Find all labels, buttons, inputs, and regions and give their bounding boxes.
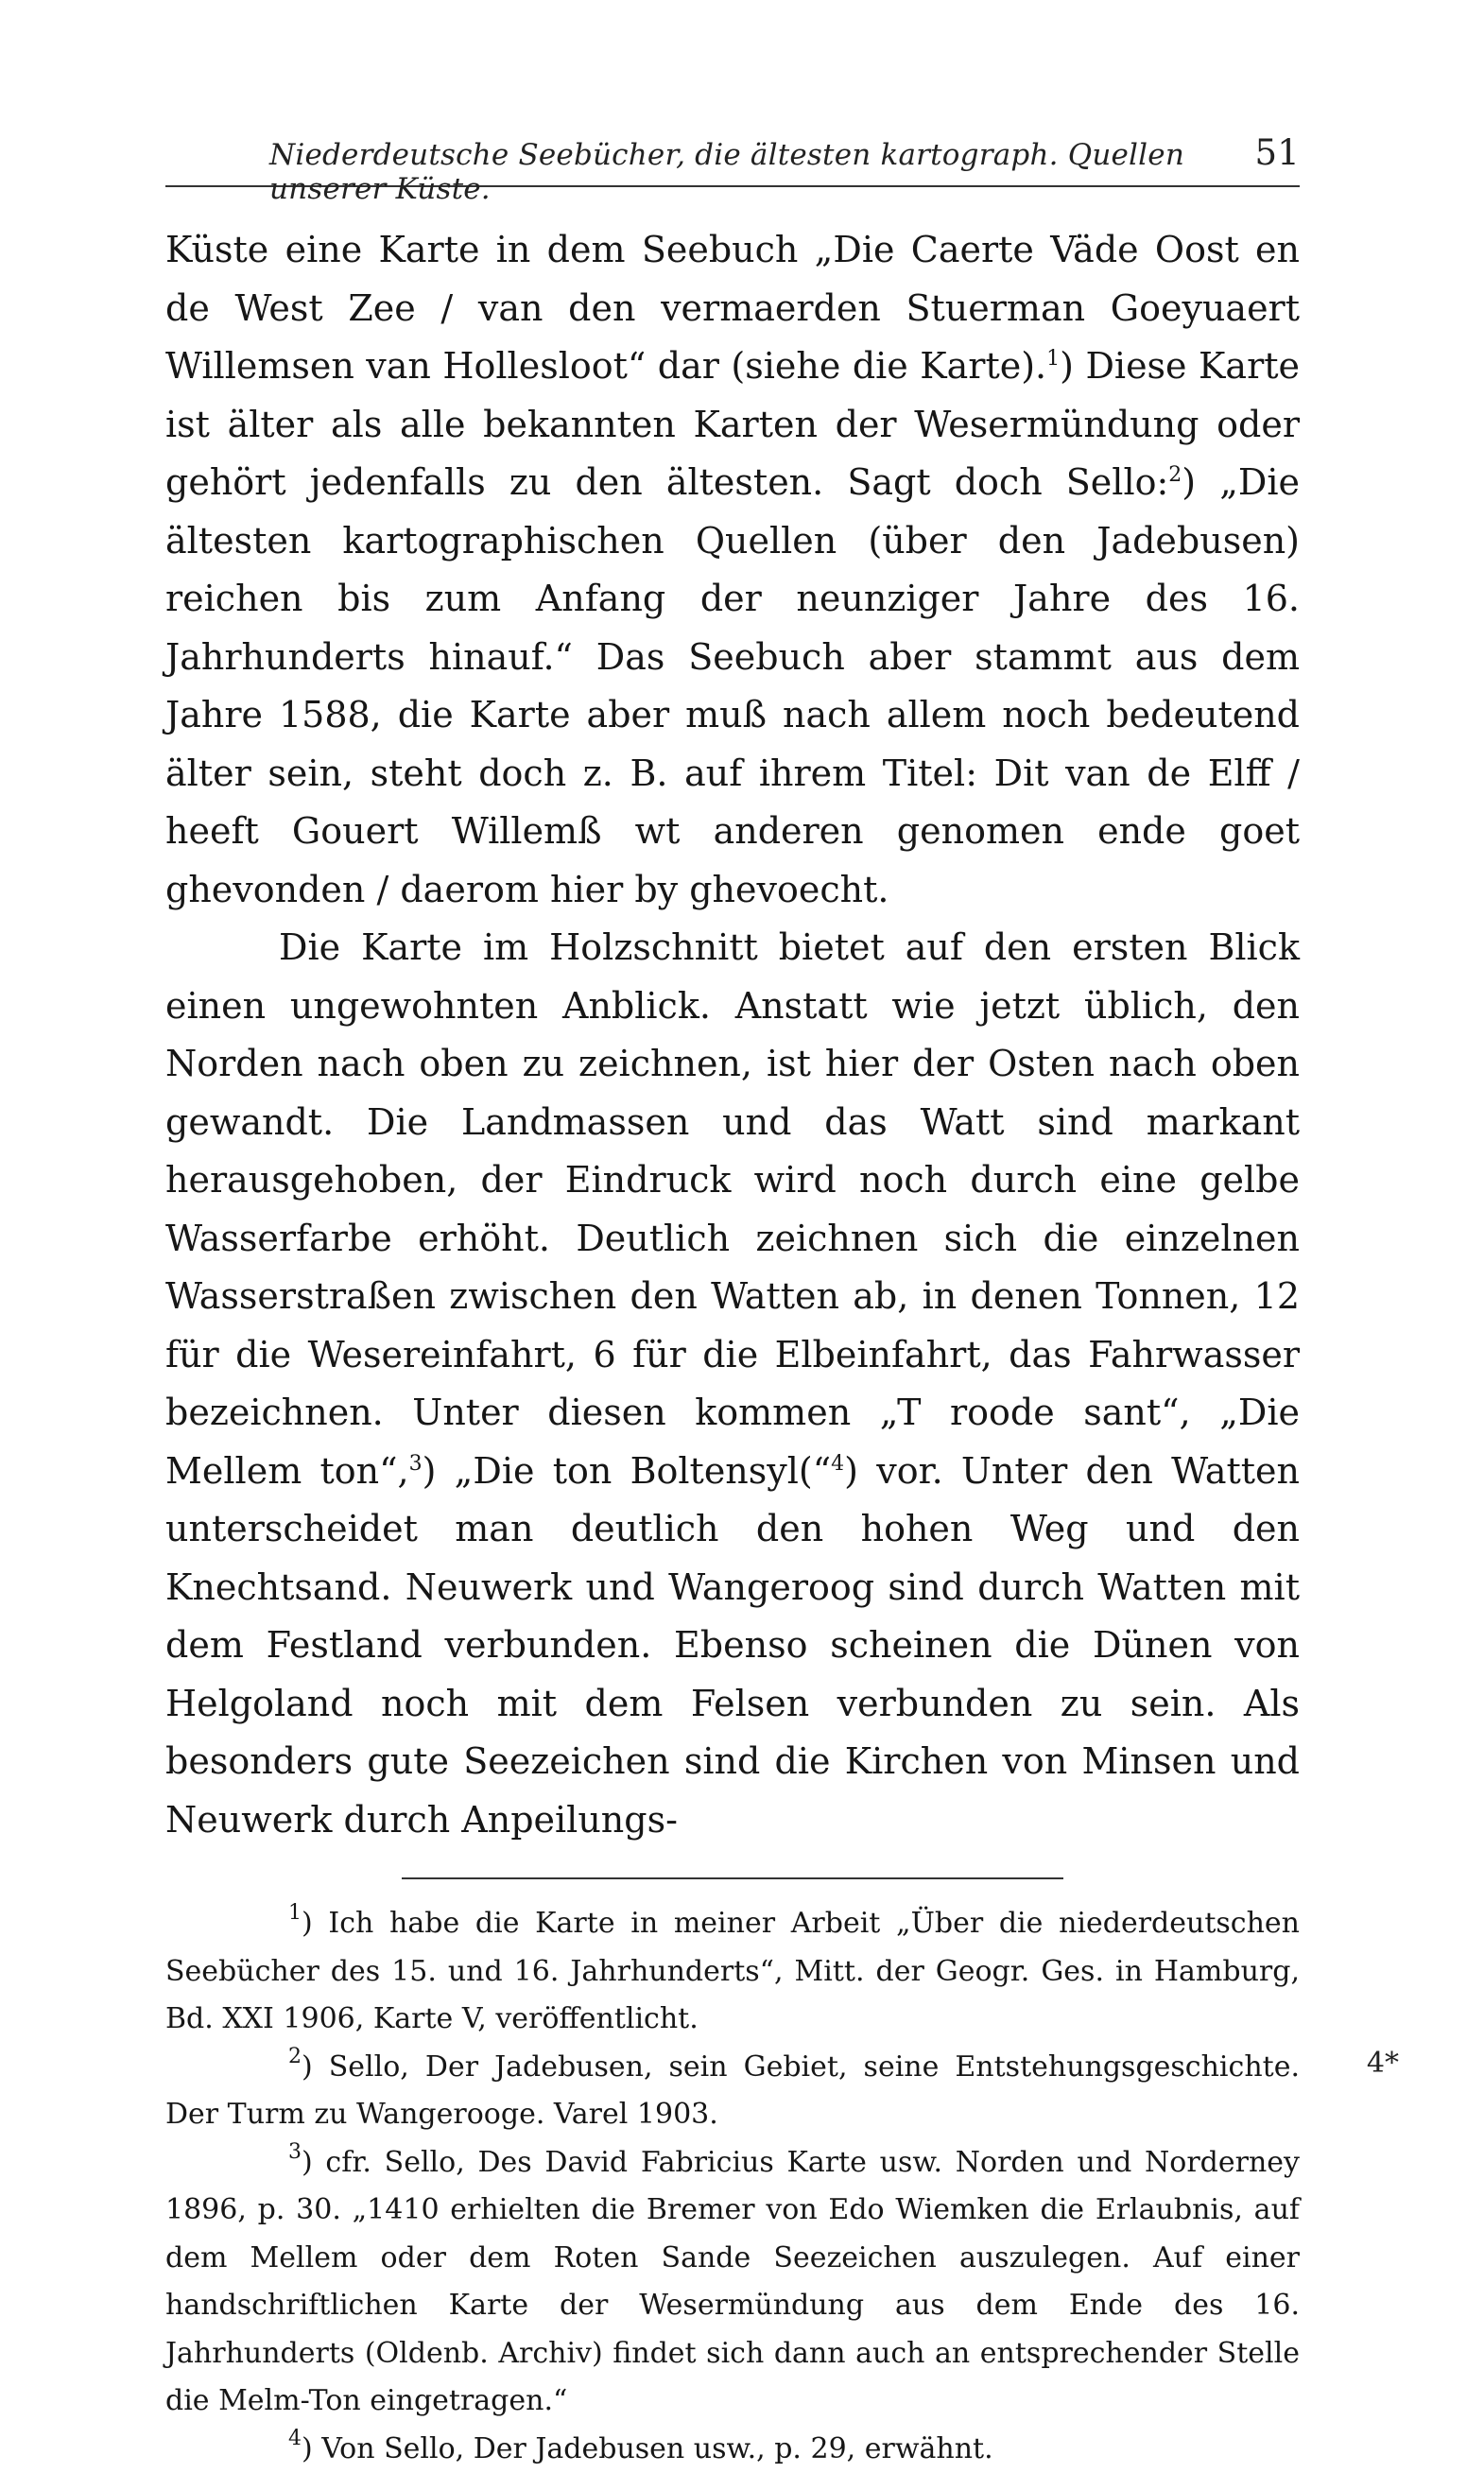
paragraph-1-text-c: ) „Die ältesten kartographischen Quellen (über den Jadebusen) reichen bis zum Anfang der neunziger Jahre des 16. Jahrhunderts hinauf.“ Das Seebuch aber stammt aus dem Jahre 1588, die Karte aber muß nach allem noch bedeutend älter sein, steht doch z. B. auf ihrem Titel: Dit van de Elff / heeft Gouert Willemß wt anderen genomen ende goet ghevonden / daerom hier by ghevoecht. bbox=[165, 461, 1300, 910]
page-number: 51 bbox=[1255, 132, 1300, 173]
footnote-1-mark: 1 bbox=[288, 1901, 302, 1925]
footnote-4-text: ) Von Sello, Der Jadebusen usw., p. 29, erwähnt. bbox=[302, 2432, 993, 2465]
paragraph-1 bbox=[165, 221, 1300, 919]
footnote-4-mark: 4 bbox=[288, 2427, 302, 2450]
running-head bbox=[165, 123, 1300, 180]
footnote-4 bbox=[165, 2426, 1300, 2473]
footnote-ref-2: 2 bbox=[1168, 463, 1182, 487]
footnote-ref-3: 3 bbox=[409, 1452, 423, 1476]
footnotes bbox=[165, 1900, 1300, 2473]
footnote-ref-4: 4 bbox=[831, 1452, 844, 1476]
footnote-3 bbox=[165, 2139, 1300, 2426]
running-head-title: Niederdeutsche Seebücher, die ältesten kartograph. Quellen unserer Küste. bbox=[269, 138, 1300, 206]
footnote-1 bbox=[165, 1900, 1300, 2044]
footnote-3-mark: 3 bbox=[288, 2140, 302, 2164]
footnote-3-text: ) cfr. Sello, Des David Fabricius Karte usw. Norden und Norderney 1896, p. 30. „1410 erhielten die Bremer von Edo Wiemken die Erlaubnis, auf dem Mellem oder dem Roten Sande Seezeichen auszulegen. Auf einer handschriftlichen Karte der Wesermündung aus dem Ende des 16. Jahrhunderts (Oldenb. Archiv) findet sich dann auch an entsprechender Stelle die Melm-Ton eingetragen.“ bbox=[165, 2146, 1300, 2418]
main-text bbox=[165, 221, 1300, 1849]
paragraph-1-text: Küste eine Karte in dem Seebuch „Die Caerte Väde Oost en de West Zee / van den vermaerden Stuerman Goeyuaert Willemsen van Hollesloot“ dar (siehe die Karte). bbox=[165, 229, 1300, 387]
footnote-rule bbox=[402, 1877, 1063, 1879]
paragraph-2-text-b: ) „Die ton Boltensyl(“ bbox=[423, 1450, 832, 1492]
paragraph-1-text-b: ) Diese Karte ist älter als alle bekannten Karten der Wesermündung oder gehört jedenfalls zu den ältesten. Sagt doch Sello: bbox=[165, 345, 1300, 503]
footnote-1-text: ) Ich habe die Karte in meiner Arbeit „Über die niederdeutschen Seebücher des 15. und 16. Jahrhunderts“, Mitt. der Geogr. Ges. in Hamburg, Bd. XXI 1906, Karte V, veröffentlicht. bbox=[165, 1907, 1300, 2035]
footnote-2-mark: 2 bbox=[288, 2045, 302, 2068]
paragraph-2 bbox=[165, 919, 1300, 1849]
signature-mark: 4* bbox=[1367, 2047, 1399, 2080]
footnote-2 bbox=[165, 2044, 1300, 2139]
paragraph-2-text: Die Karte im Holzschnitt bietet auf den ersten Blick einen ungewohnten Anblick. Anstatt wie jetzt üblich, den Norden nach oben zu zeichnen, ist hier der Osten nach oben gewandt. Die Landmassen und das Watt sind markant herausgehoben, der Eindruck wird noch durch eine gelbe Wasserfarbe erhöht. Deutlich zeichnen sich die einzelnen Wasserstraßen zwischen den Watten ab, in denen Tonnen, 12 für die Wesereinfahrt, 6 für die Elbeinfahrt, das Fahrwasser bezeichnen. Unter diesen kommen „T roode sant“, „Die Mellem ton“, bbox=[165, 926, 1300, 1492]
footnote-ref-1: 1 bbox=[1046, 347, 1060, 371]
footnote-2-text: ) Sello, Der Jadebusen, sein Gebiet, seine Entstehungsgeschichte. Der Turm zu Wangerooge. Varel 1903. bbox=[165, 2050, 1300, 2132]
paragraph-2-text-c: ) vor. Unter den Watten unterscheidet man deutlich den hohen Weg und den Knechtsand. Neuwerk und Wangeroog sind durch Watten mit dem Festland verbunden. Ebenso scheinen die Dünen von Helgoland noch mit dem Felsen verbunden zu sein. Als besonders gute Seezeichen sind die Kirchen von Minsen und Neuwerk durch Anpeilungs- bbox=[165, 1450, 1300, 1841]
book-page bbox=[165, 123, 1300, 2473]
